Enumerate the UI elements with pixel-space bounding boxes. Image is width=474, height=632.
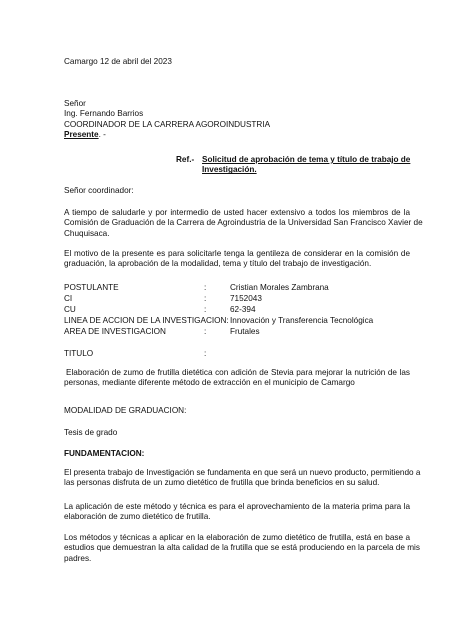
field-value: 62-394: [230, 305, 256, 314]
reference-line-1: Solicitud de aprobación de tema y título de trabajo de: [202, 155, 411, 164]
field-label: POSTULANTE: [64, 283, 119, 292]
field-value: 7152043: [230, 294, 262, 303]
modalidad-value: Tesis de grado: [64, 428, 118, 437]
field-colon: :: [204, 327, 207, 336]
title-text: [64, 368, 410, 389]
title-text-line-2: personas, mediante diferente método de extracción en el municipio de Camargo: [64, 378, 355, 388]
fund-paragraph-1-line-2: las personas disfruta de un zumo dietético de frutilla que brinda beneficios en su salud.: [64, 478, 380, 488]
fund-paragraph-2: [64, 502, 410, 523]
field-ci: [64, 294, 410, 304]
field-value: Innovación y Transferencia Tecnológica: [230, 316, 374, 325]
title-text-line-1: Elaboración de zumo de frutilla dietética con adición de Stevia para mejorar la nutrición de las: [66, 368, 410, 377]
reference-label: Ref.-: [176, 155, 195, 164]
paragraph-motivo-line-2: graduación, la aprobación de la modalidad, tema y título del trabajo de investigación.: [64, 259, 372, 269]
paragraph-intro-line-2: Comisión de Graduación de la Carrera de Agroindustria de la Universidad San Francisco Xavier de: [64, 218, 423, 228]
recipient-salutation: Señor: [64, 99, 86, 108]
fund-paragraph-2-line-2: elaboración de zumo dietético de frutilla.: [64, 512, 211, 522]
presente-suffix: . -: [98, 130, 106, 140]
field-label: CI: [64, 294, 73, 303]
field-label: LINEA DE ACCION DE LA INVESTIGACION:: [64, 316, 229, 325]
fundamentacion-label: FUNDAMENTACION:: [64, 449, 145, 458]
field-linea-accion: [64, 316, 410, 326]
date-line: Camargo 12 de abril del 2023: [64, 57, 172, 66]
fund-paragraph-3: [64, 533, 420, 564]
greeting: Señor coordinador:: [64, 186, 134, 195]
recipient-block: [64, 99, 410, 141]
paragraph-intro: [64, 208, 423, 239]
paragraph-intro-line-1: A tiempo de saludarle y por intermedio de usted hacer extensivo a todos los miembros de la: [64, 208, 410, 217]
reference-line-2: Investigación.: [202, 165, 257, 175]
field-value: Cristian Morales Zambrana: [230, 283, 329, 292]
paragraph-motivo-line-1: El motivo de la presente es para solicitarle tenga la gentileza de considerar en la comisión de: [64, 249, 410, 258]
field-cu: [64, 305, 410, 315]
fund-paragraph-3-line-3: padres.: [64, 553, 92, 563]
recipient-presente-line: [64, 130, 410, 140]
titulo-label: TITULO: [64, 349, 94, 358]
fund-paragraph-3-line-1: Los métodos y técnicas a aplicar en la elaboración de zumo dietético de frutilla, está en base a: [64, 533, 410, 542]
field-colon: :: [204, 305, 207, 314]
field-label: AREA DE INVESTIGACION: [64, 327, 166, 336]
fund-paragraph-1-line-1: El presenta trabajo de Investigación se fundamenta en que será un nuevo producto, permitiendo a: [64, 468, 421, 477]
fund-paragraph-1: [64, 468, 421, 489]
field-label: CU: [64, 305, 76, 314]
recipient-name: Ing. Fernando Barrios: [64, 109, 144, 119]
titulo-colon: :: [204, 349, 207, 358]
presente-word: Presente: [64, 130, 99, 140]
fund-paragraph-2-line-1: La aplicación de este método y técnica es para el aprovechamiento de la materia prima para la: [64, 502, 410, 511]
field-colon: :: [204, 294, 207, 303]
field-area: [64, 327, 410, 337]
paragraph-intro-line-3: Chuquisaca.: [64, 228, 110, 238]
reference-subject: [202, 155, 410, 176]
field-colon: :: [204, 283, 207, 292]
modalidad-label: MODALIDAD DE GRADUACION:: [64, 406, 187, 415]
fund-paragraph-3-line-2: estudios que demuestran la alta calidad de la frutilla que se está produciendo en la parcela de mis: [64, 543, 420, 553]
recipient-position: COORDINADOR DE LA CARRERA AGOROINDUSTRIA: [64, 119, 271, 129]
field-titulo: [64, 349, 410, 359]
paragraph-motivo: [64, 249, 410, 270]
field-postulante: [64, 283, 410, 293]
field-value: Frutales: [230, 327, 260, 336]
